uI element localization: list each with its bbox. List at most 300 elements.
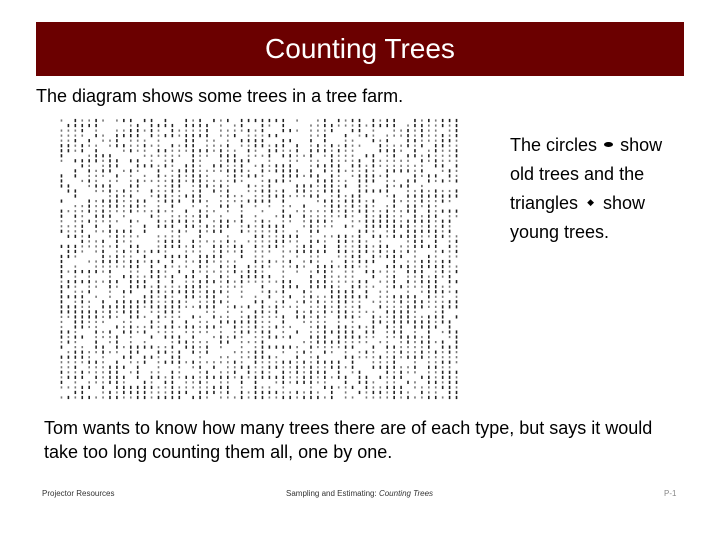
old-tree-mark [192,199,194,202]
old-tree-mark [373,225,375,228]
old-tree-mark [109,169,111,172]
old-tree-mark [386,325,388,328]
old-tree-mark [172,325,174,328]
young-tree-mark [178,286,180,288]
old-tree-mark [414,194,416,197]
young-tree-mark [449,265,451,267]
old-tree-mark [192,240,194,243]
old-tree-mark [282,285,284,288]
old-tree-mark [144,285,146,288]
old-tree-mark [109,285,111,288]
young-tree-mark [130,124,132,126]
young-tree-mark [213,250,215,252]
young-tree-mark [407,301,409,303]
young-tree-mark [324,396,326,398]
old-tree-mark [130,356,132,359]
old-tree-mark [144,280,146,283]
young-tree-mark [178,376,180,378]
young-tree-mark [289,250,291,252]
young-tree-mark [379,281,381,283]
young-tree-mark [220,195,222,197]
young-tree-mark [248,391,250,393]
old-tree-mark [359,179,361,182]
young-tree-mark [393,326,395,328]
old-tree-mark [393,310,395,313]
young-tree-mark [428,386,430,388]
old-tree-mark [331,396,333,399]
young-tree-mark [158,356,160,358]
young-tree-mark [296,155,298,157]
old-tree-mark [255,144,257,147]
old-tree-mark [109,260,111,263]
young-tree-mark [456,386,458,388]
young-tree-mark [123,210,125,212]
young-tree-mark [75,381,77,383]
old-tree-mark [289,154,291,157]
young-tree-mark [435,155,437,157]
old-tree-mark [130,325,132,328]
young-tree-mark [386,331,388,333]
young-tree-mark [400,145,402,147]
old-tree-mark [352,164,354,167]
young-tree-mark [428,391,430,393]
old-tree-mark [276,144,278,147]
young-tree-mark [303,311,305,313]
young-tree-mark [151,210,153,212]
young-tree-mark [116,220,118,222]
old-tree-mark [393,361,395,364]
old-tree-mark [324,184,326,187]
old-tree-mark [116,240,118,243]
old-tree-mark [95,225,97,228]
old-tree-mark [144,199,146,202]
old-tree-mark [379,144,381,147]
young-tree-mark [199,155,201,157]
old-tree-mark [185,255,187,258]
young-tree-mark [144,276,146,278]
old-tree-mark [109,391,111,394]
young-tree-mark [151,180,153,182]
old-tree-mark [359,376,361,379]
young-tree-mark [276,291,278,293]
young-tree-mark [296,195,298,197]
old-tree-mark [379,376,381,379]
old-tree-mark [206,371,208,374]
young-tree-mark [400,250,402,252]
young-tree-mark [379,240,381,242]
old-tree-mark [352,346,354,349]
old-tree-mark [81,300,83,303]
old-tree-mark [185,124,187,127]
old-tree-mark [303,315,305,318]
young-tree-mark [386,381,388,383]
old-tree-mark [227,220,229,223]
young-tree-mark [310,356,312,358]
young-tree-mark [310,210,312,212]
young-tree-mark [296,245,298,247]
old-tree-mark [192,325,194,328]
old-tree-mark [338,290,340,293]
old-tree-mark [158,220,160,223]
old-tree-mark [442,340,444,343]
old-tree-mark [137,310,139,313]
old-tree-mark [442,235,444,238]
old-tree-mark [338,189,340,192]
old-tree-mark [116,235,118,238]
old-tree-mark [158,280,160,283]
old-tree-mark [373,391,375,394]
young-tree-mark [324,316,326,318]
old-tree-mark [442,270,444,273]
old-tree-mark [172,144,174,147]
young-tree-mark [61,361,63,363]
old-tree-mark [255,320,257,323]
old-tree-mark [75,295,77,298]
young-tree-mark [137,190,139,192]
young-tree-mark [192,185,194,187]
old-tree-mark [338,205,340,208]
young-tree-mark [428,190,430,192]
young-tree-mark [227,366,229,368]
old-tree-mark [386,189,388,192]
young-tree-mark [296,240,298,242]
old-tree-mark [296,265,298,268]
old-tree-mark [456,154,458,157]
young-tree-mark [227,306,229,308]
old-tree-mark [373,270,375,273]
young-tree-mark [276,215,278,217]
old-tree-mark [199,119,201,122]
young-tree-mark [95,205,97,207]
young-tree-mark [400,160,402,162]
old-tree-mark [116,174,118,177]
young-tree-mark [151,371,153,373]
old-tree-mark [303,300,305,303]
old-tree-mark [185,320,187,323]
young-tree-mark [116,250,118,252]
old-tree-mark [213,119,215,122]
young-tree-mark [102,366,104,368]
young-tree-mark [144,155,146,157]
young-tree-mark [102,336,104,338]
young-tree-mark [289,381,291,383]
young-tree-mark [116,129,118,131]
old-tree-mark [414,335,416,338]
young-tree-mark [199,356,201,358]
old-tree-mark [116,325,118,328]
old-tree-mark [116,305,118,308]
old-tree-mark [75,305,77,308]
old-tree-mark [338,245,340,248]
old-tree-mark [123,330,125,333]
young-tree-mark [199,296,201,298]
old-tree-mark [151,356,153,359]
young-tree-mark [269,235,271,237]
young-tree-mark [199,250,201,252]
old-tree-mark [407,270,409,273]
old-tree-mark [310,391,312,394]
young-tree-mark [373,230,375,232]
old-tree-mark [213,295,215,298]
old-tree-mark [227,340,229,343]
young-tree-mark [262,180,264,182]
old-tree-mark [324,119,326,122]
old-tree-mark [199,124,201,127]
old-tree-mark [172,205,174,208]
young-tree-mark [95,245,97,247]
old-tree-mark [248,275,250,278]
old-tree-mark [165,240,167,243]
old-tree-mark [269,154,271,157]
young-tree-mark [345,255,347,257]
old-tree-mark [331,205,333,208]
young-tree-mark [317,331,319,333]
legend [510,131,700,247]
old-tree-mark [172,134,174,137]
old-tree-mark [75,280,77,283]
old-tree-mark [407,315,409,318]
old-tree-mark [213,245,215,248]
old-tree-mark [324,149,326,152]
young-tree-mark [359,220,361,222]
old-tree-mark [241,139,243,142]
young-tree-mark [282,391,284,393]
old-tree-mark [95,376,97,379]
young-tree-mark [109,265,111,267]
old-tree-mark [130,386,132,389]
old-tree-mark [137,351,139,354]
young-tree-mark [449,190,451,192]
old-tree-mark [116,386,118,389]
old-tree-mark [213,366,215,369]
old-tree-mark [102,210,104,213]
young-tree-mark [359,316,361,318]
young-tree-mark [373,351,375,353]
young-tree-mark [75,150,77,152]
old-tree-mark [373,315,375,318]
young-tree-mark [386,291,388,293]
old-tree-mark [324,335,326,338]
old-tree-mark [68,189,70,192]
old-tree-mark [393,235,395,238]
young-tree-mark [199,326,201,328]
young-tree-mark [220,331,222,333]
old-tree-mark [345,144,347,147]
young-tree-mark [88,326,90,328]
young-tree-mark [234,260,236,262]
young-tree-mark [310,124,312,126]
young-tree-mark [310,255,312,257]
young-tree-mark [158,366,160,368]
young-tree-mark [116,316,118,318]
old-tree-mark [276,149,278,152]
young-tree-mark [282,205,284,207]
old-tree-mark [81,351,83,354]
old-tree-mark [220,290,222,293]
young-tree-mark [158,165,160,167]
young-tree-mark [379,160,381,162]
young-tree-mark [414,351,416,353]
young-tree-mark [192,366,194,368]
young-tree-mark [345,119,347,121]
young-tree-mark [289,220,291,222]
old-tree-mark [414,320,416,323]
old-tree-mark [75,169,77,172]
old-tree-mark [449,220,451,223]
old-tree-mark [317,144,319,147]
young-tree-mark [303,265,305,267]
old-tree-mark [373,235,375,238]
young-tree-mark [88,245,90,247]
young-tree-mark [442,150,444,152]
old-tree-mark [386,184,388,187]
old-tree-mark [241,169,243,172]
young-tree-mark [366,341,368,343]
old-tree-mark [407,220,409,223]
old-tree-mark [262,275,264,278]
old-tree-mark [255,381,257,384]
young-tree-mark [449,255,451,257]
young-tree-mark [241,326,243,328]
young-tree-mark [421,225,423,227]
old-tree-mark [435,174,437,177]
young-tree-mark [172,351,174,353]
old-tree-mark [317,174,319,177]
young-tree-mark [172,265,174,267]
young-tree-mark [102,220,104,222]
young-tree-mark [220,346,222,348]
old-tree-mark [421,356,423,359]
young-tree-mark [366,286,368,288]
old-tree-mark [421,134,423,137]
old-tree-mark [400,351,402,354]
old-tree-mark [68,250,70,253]
old-tree-mark [282,164,284,167]
legend-text-show-1: show [620,135,663,155]
old-tree-mark [359,381,361,384]
young-tree-mark [165,301,167,303]
old-tree-mark [199,366,201,369]
young-tree-mark [248,190,250,192]
young-tree-mark [172,215,174,217]
young-tree-mark [262,230,264,232]
old-tree-mark [331,210,333,213]
old-tree-mark [338,250,340,253]
young-tree-mark [137,270,139,272]
old-tree-mark [137,346,139,349]
old-tree-mark [393,315,395,318]
young-tree-mark [165,235,167,237]
young-tree-mark [241,311,243,313]
young-tree-mark [400,200,402,202]
legend-line-4: young trees. [510,222,610,242]
young-tree-mark [220,240,222,242]
young-tree-mark [88,381,90,383]
young-tree-mark [373,215,375,217]
young-tree-mark [255,129,257,131]
young-tree-mark [220,180,222,182]
young-tree-mark [393,351,395,353]
old-tree-mark [178,240,180,243]
old-tree-mark [227,391,229,394]
old-tree-mark [442,199,444,202]
old-tree-mark [345,134,347,137]
old-tree-mark [414,270,416,273]
old-tree-mark [137,386,139,389]
young-tree-mark [102,391,104,393]
young-tree-mark [317,215,319,217]
young-tree-mark [61,160,63,162]
old-tree-mark [303,250,305,253]
old-tree-mark [366,189,368,192]
old-tree-mark [144,255,146,258]
old-tree-mark [442,119,444,122]
young-tree-mark [456,376,458,378]
old-tree-mark [88,280,90,283]
old-tree-mark [449,386,451,389]
old-tree-mark [158,225,160,228]
young-tree-mark [289,306,291,308]
young-tree-mark [449,135,451,137]
old-tree-mark [102,215,104,218]
young-tree-mark [303,260,305,262]
old-tree-mark [199,235,201,238]
young-tree-mark [407,371,409,373]
old-tree-mark [255,310,257,313]
young-tree-mark [421,291,423,293]
old-tree-mark [81,124,83,127]
old-tree-mark [442,250,444,253]
old-tree-mark [324,199,326,202]
old-tree-mark [151,290,153,293]
young-tree-mark [428,160,430,162]
old-tree-mark [137,391,139,394]
old-tree-mark [282,174,284,177]
old-tree-mark [178,245,180,248]
old-tree-mark [199,189,201,192]
young-tree-mark [241,175,243,177]
old-tree-mark [61,215,63,218]
old-tree-mark [276,240,278,243]
young-tree-mark [456,235,458,237]
young-tree-mark [282,351,284,353]
young-tree-mark [456,265,458,267]
young-tree-mark [234,396,236,398]
young-tree-mark [172,331,174,333]
old-tree-mark [178,361,180,364]
young-tree-mark [345,341,347,343]
young-tree-mark [393,129,395,131]
old-tree-mark [206,275,208,278]
young-tree-mark [269,124,271,126]
old-tree-mark [206,391,208,394]
young-tree-mark [324,381,326,383]
young-tree-mark [88,306,90,308]
young-tree-mark [95,200,97,202]
footer-center-italic: Counting Trees [378,489,434,498]
young-tree-mark [241,296,243,298]
old-tree-mark [109,310,111,313]
young-tree-mark [185,230,187,232]
old-tree-mark [345,356,347,359]
young-tree-mark [88,286,90,288]
young-tree-mark [172,230,174,232]
young-tree-mark [123,129,125,131]
old-tree-mark [213,325,215,328]
young-tree-mark [449,250,451,252]
old-tree-mark [130,280,132,283]
young-tree-mark [359,356,361,358]
